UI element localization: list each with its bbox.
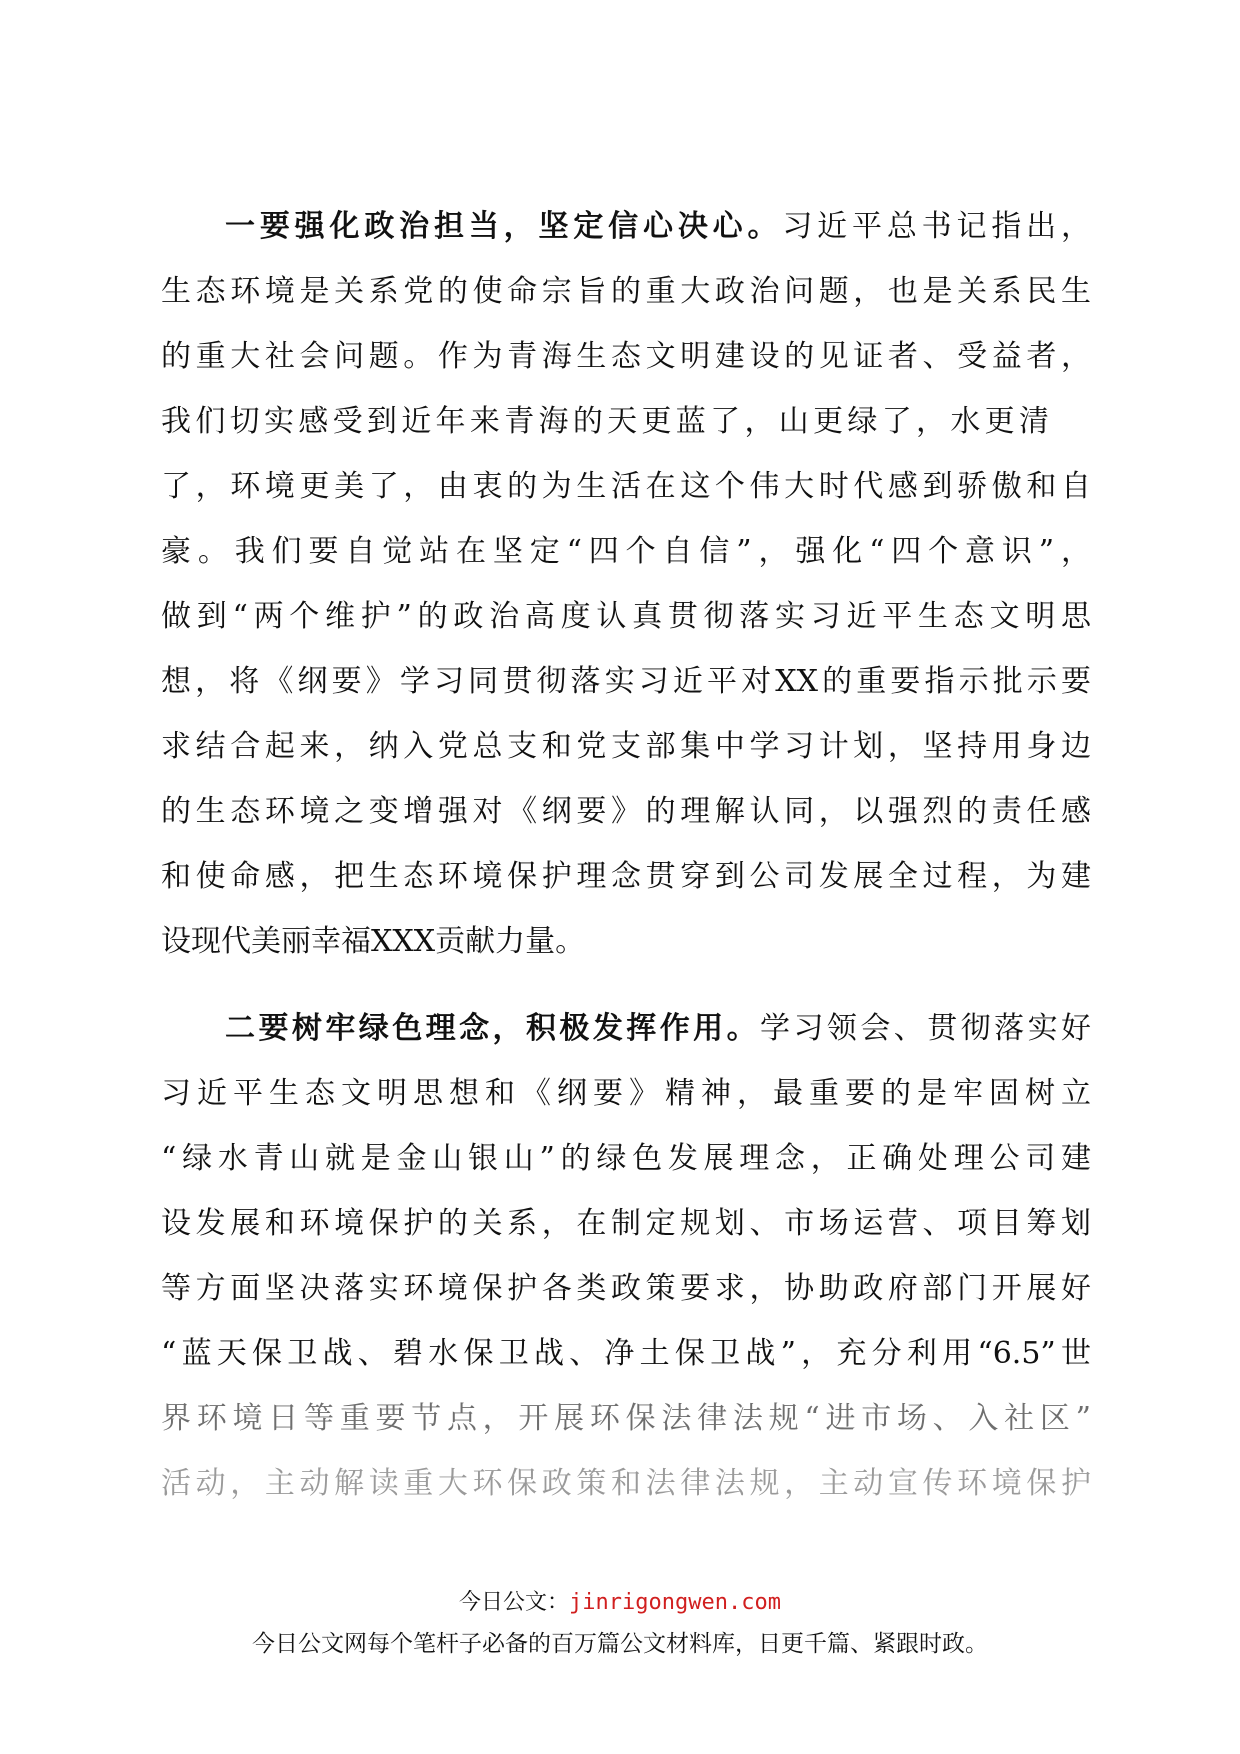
paragraph-line: “蓝天保卫战、碧水保卫战、净土保卫战”，充分利用“6.5”世 — [161, 1336, 1091, 1371]
paragraph-line: 豪。我们要自觉站在坚定“四个自信”，强化“四个意识”， — [161, 534, 1091, 569]
footer-slogan: 今日公文网每个笔杆子必备的百万篇公文材料库，日更千篇、紧跟时政。 — [252, 1631, 988, 1657]
paragraph-lead: 一要强化政治担当，坚定信心决心。 — [225, 209, 783, 244]
paragraph-text: 习近平总书记指出， — [782, 209, 1091, 244]
paragraph-line: 做到“两个维护”的政治高度认真贯彻落实习近平生态文明思 — [161, 599, 1091, 634]
paragraph-line: 设现代美丽幸福XXX贡献力量。 — [161, 924, 586, 959]
paragraph-line: 想，将《纲要》学习同贯彻落实习近平对XX的重要指示批示要 — [161, 664, 1091, 699]
paragraph-2 — [161, 996, 1091, 1516]
paragraph-text: 学习领会、贯彻落实好 — [760, 1011, 1091, 1046]
paragraph-line: 求结合起来，纳入党总支和党支部集中学习计划，坚持用身边 — [161, 729, 1091, 764]
footer-site — [0, 1588, 1240, 1618]
paragraph-line: 的生态环境之变增强对《纲要》的理解认同，以强烈的责任感 — [161, 794, 1091, 829]
paragraph-line: 的重大社会问题。作为青海生态文明建设的见证者、受益者， — [161, 339, 1091, 374]
footer-site-label: 今日公文： — [459, 1590, 570, 1615]
paragraph-line: 活动，主动解读重大环保政策和法律法规，主动宣传环境保护 — [161, 1466, 1091, 1501]
paragraph-1 — [161, 194, 1091, 974]
paragraph-lead: 二要树牢绿色理念，积极发挥作用。 — [225, 1011, 761, 1046]
paragraph-line — [161, 996, 1091, 1061]
paragraph-line: 习近平生态文明思想和《纲要》精神，最重要的是牢固树立 — [161, 1076, 1091, 1111]
footer-site-link[interactable]: jinrigongwen.com — [569, 1590, 781, 1615]
paragraph-line: 和使命感，把生态环境保护理念贯穿到公司发展全过程，为建 — [161, 859, 1091, 894]
paragraph-line: 等方面坚决落实环境保护各类政策要求，协助政府部门开展好 — [161, 1271, 1091, 1306]
paragraph-line: “绿水青山就是金山银山”的绿色发展理念，正确处理公司建 — [161, 1141, 1091, 1176]
paragraph-line: 界环境日等重要节点，开展环保法律法规“进市场、入社区” — [161, 1401, 1091, 1436]
paragraph-line: 了，环境更美了，由衷的为生活在这个伟大时代感到骄傲和自 — [161, 469, 1091, 504]
paragraph-line: 生态环境是关系党的使命宗旨的重大政治问题，也是关系民生 — [161, 274, 1091, 309]
paragraph-line — [161, 194, 1091, 259]
paragraph-line: 我们切实感受到近年来青海的天更蓝了，山更绿了，水更清 — [161, 404, 1049, 439]
paragraph-line: 设发展和环境保护的关系，在制定规划、市场运营、项目筹划 — [161, 1206, 1091, 1241]
